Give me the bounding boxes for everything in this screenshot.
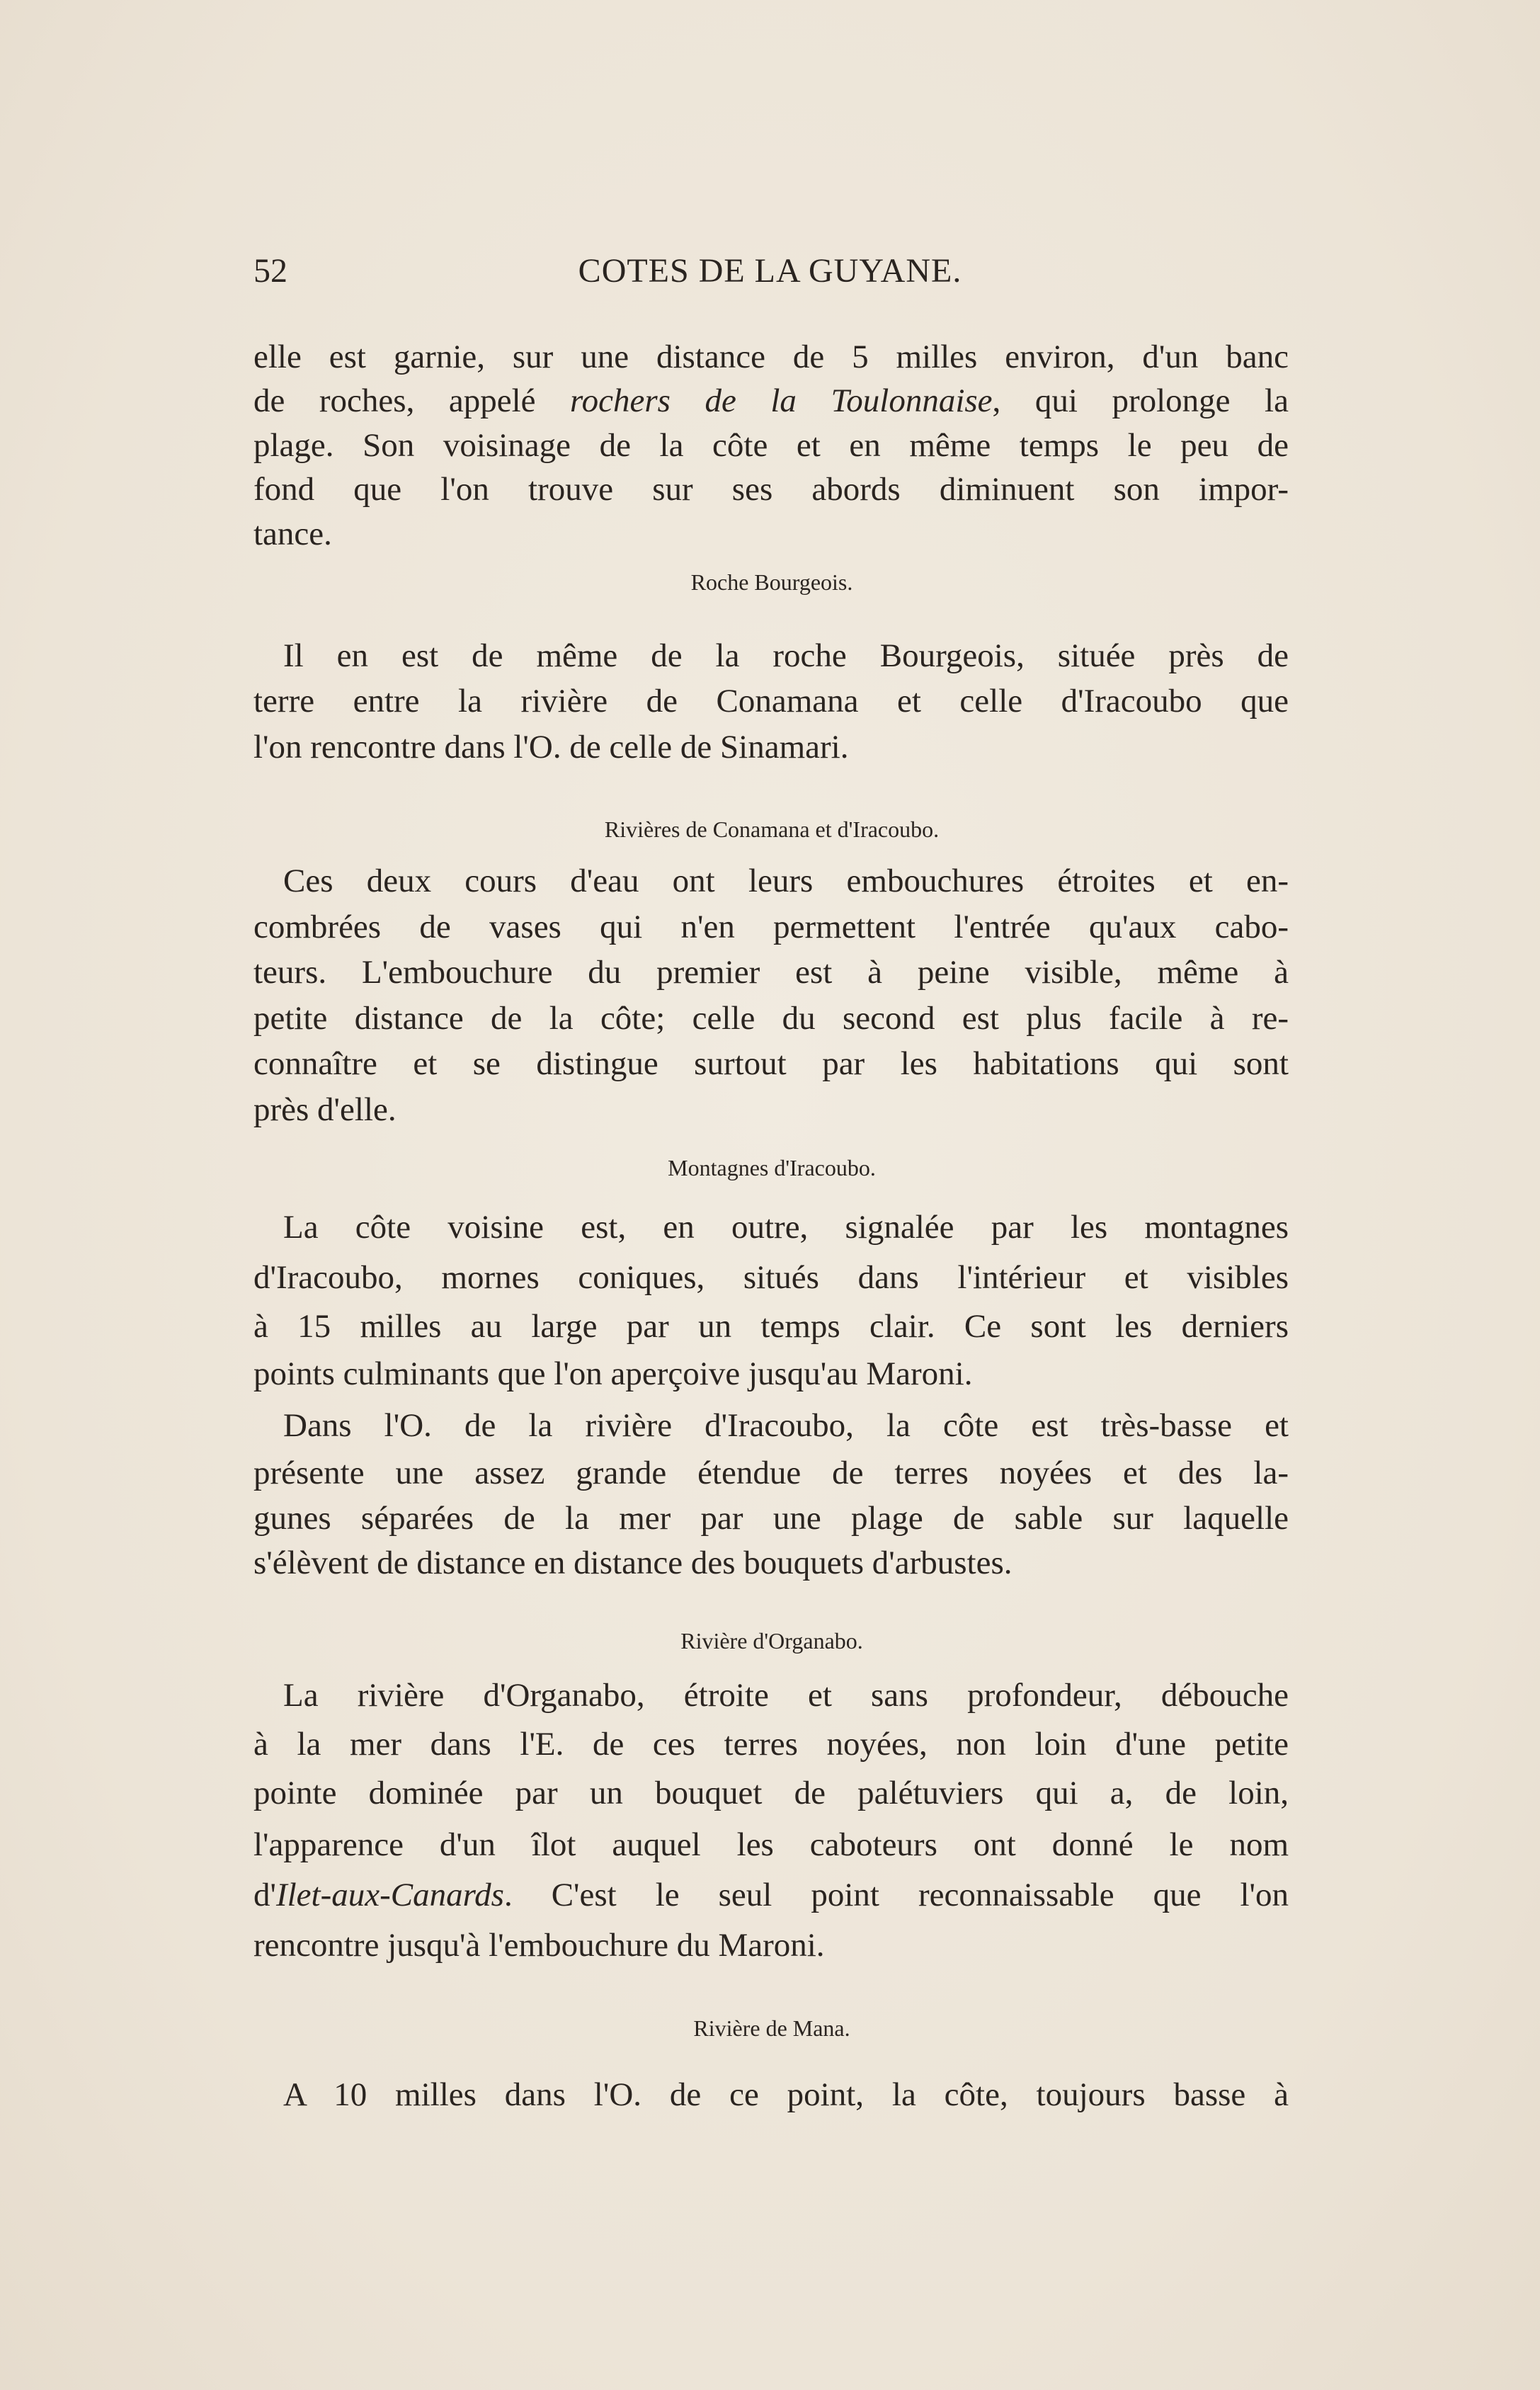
text-line: fond que l'on trouve sur ses abords diminuent son impor-	[253, 471, 1289, 508]
text: d'	[253, 1877, 276, 1913]
italic-place-name: rochers de la Toulonnaise	[570, 382, 993, 419]
text-line: tance.	[253, 516, 332, 552]
text: . C'est le seul point reconnaissable que l'on	[503, 1877, 1289, 1913]
section-heading: Montagnes d'Iracoubo.	[668, 1155, 876, 1180]
text-line: Ces deux cours d'eau ont leurs embouchures étroites et en-	[283, 863, 1289, 899]
text-line: à 15 milles au large par un temps clair. Ce sont les derniers	[253, 1308, 1289, 1345]
text: , qui prolonge la	[992, 382, 1289, 419]
text-line: rencontre jusqu'à l'embouchure du Maroni.	[253, 1927, 825, 1964]
text-line: petite distance de la côte; celle du second est plus facile à re-	[253, 1000, 1289, 1037]
text-line: La côte voisine est, en outre, signalée par les montagnes	[283, 1209, 1289, 1246]
text-line	[253, 380, 1289, 422]
text-line: s'élèvent de distance en distance des bouquets d'arbustes.	[253, 1544, 1013, 1581]
text-line: gunes séparées de la mer par une plage de sable sur laquelle	[253, 1500, 1289, 1537]
text-line: terre entre la rivière de Conamana et celle d'Iracoubo que	[253, 683, 1289, 719]
section-heading: Roche Bourgeois.	[690, 569, 853, 595]
text-line	[253, 1874, 1289, 1916]
text-line: La rivière d'Organabo, étroite et sans profondeur, débouche	[283, 1677, 1289, 1714]
text-line: connaître et se distingue surtout par les habitations qui sont	[253, 1045, 1289, 1082]
text-line: combrées de vases qui n'en permettent l'entrée qu'aux cabo-	[253, 909, 1289, 945]
text-line: Il en est de même de la roche Bourgeois, située près de	[283, 637, 1289, 674]
text-line: teurs. L'embouchure du premier est à peine visible, même à	[253, 954, 1289, 991]
text-line: l'apparence d'un îlot auquel les caboteurs ont donné le nom	[253, 1826, 1289, 1863]
text-line: l'on rencontre dans l'O. de celle de Sinamari.	[253, 729, 849, 766]
text-line: près d'elle.	[253, 1091, 397, 1128]
section-heading: Rivières de Conamana et d'Iracoubo.	[604, 816, 940, 842]
text-line: pointe dominée par un bouquet de palétuviers qui a, de loin,	[253, 1775, 1289, 1811]
text-line: points culminants que l'on aperçoive jusqu'au Maroni.	[253, 1355, 973, 1392]
text-line: A 10 milles dans l'O. de ce point, la côte, toujours basse à	[283, 2076, 1289, 2113]
text-line: Dans l'O. de la rivière d'Iracoubo, la côte est très-basse et	[283, 1407, 1289, 1444]
text-line: plage. Son voisinage de la côte et en même temps le peu de	[253, 427, 1289, 464]
text-line: à la mer dans l'E. de ces terres noyées, non loin d'une petite	[253, 1726, 1289, 1763]
page-number: 52	[253, 252, 287, 290]
text-line: elle est garnie, sur une distance de 5 milles environ, d'un banc	[253, 338, 1289, 375]
running-title: COTES DE LA GUYANE.	[578, 252, 962, 290]
section-heading: Rivière d'Organabo.	[680, 1628, 863, 1654]
italic-place-name: Ilet-aux-Canards	[275, 1877, 504, 1913]
text-line: présente une assez grande étendue de terres noyées et des la-	[253, 1455, 1289, 1491]
text: de roches, appelé	[253, 382, 571, 419]
section-heading: Rivière de Mana.	[693, 2015, 850, 2041]
text-line: d'Iracoubo, mornes coniques, situés dans l'intérieur et visibles	[253, 1259, 1289, 1296]
